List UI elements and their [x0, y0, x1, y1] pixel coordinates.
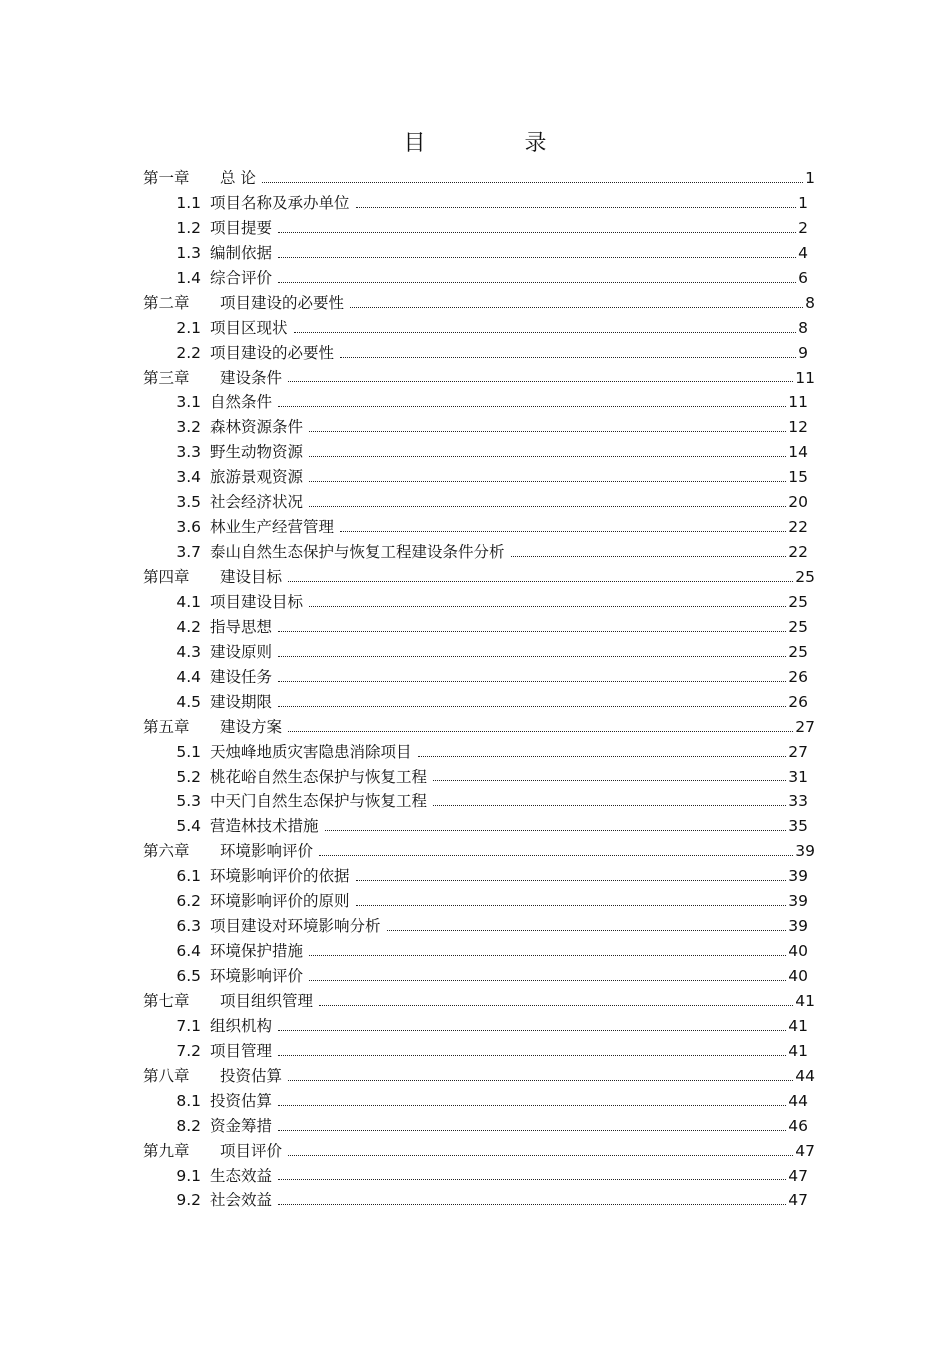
toc-section-number: 5.2	[176, 767, 201, 786]
toc-section-entry[interactable]	[143, 191, 815, 216]
toc-entry-title: 项目管理	[210, 1041, 273, 1060]
toc-entry-title: 组织机构	[210, 1016, 273, 1035]
toc-chapter-number: 第七章	[143, 991, 190, 1010]
toc-entry-title: 项目评价	[220, 1141, 283, 1160]
toc-entry-title: 营造林技术措施	[210, 817, 319, 836]
toc-chapter-number: 第二章	[143, 293, 190, 312]
toc-entry-title: 环境影响评价	[220, 842, 314, 861]
toc-page-number: 26	[788, 692, 808, 711]
toc-section-entry[interactable]	[143, 964, 815, 989]
toc-section-number: 5.1	[176, 742, 201, 761]
toc-section-number: 3.4	[176, 468, 201, 487]
toc-dot-leader	[278, 257, 796, 258]
toc-page-number: 12	[788, 418, 808, 437]
toc-dot-leader	[294, 332, 797, 333]
toc-page-number: 2	[798, 218, 808, 237]
toc-section-number: 1.4	[176, 268, 201, 287]
toc-section-number: 4.1	[176, 592, 201, 611]
toc-page-number: 14	[788, 443, 808, 462]
toc-dot-leader	[356, 880, 787, 881]
toc-page-number: 27	[795, 717, 815, 736]
toc-page-number: 8	[805, 293, 815, 312]
toc-section-number: 4.2	[176, 617, 201, 636]
toc-dot-leader	[278, 706, 786, 707]
toc-section-entry[interactable]	[143, 415, 815, 440]
toc-section-number: 4.3	[176, 642, 201, 661]
toc-entry-title: 项目建设目标	[210, 592, 304, 611]
toc-dot-leader	[356, 905, 787, 906]
toc-section-entry[interactable]	[143, 1014, 815, 1039]
toc-page-number: 9	[798, 343, 808, 362]
toc-entry-title: 林业生产经营管理	[210, 518, 335, 537]
toc-section-number: 6.4	[176, 942, 201, 961]
toc-dot-leader	[288, 1155, 793, 1156]
toc-chapter-number: 第一章	[143, 169, 190, 187]
toc-entry-title: 环境影响评价	[210, 967, 304, 985]
toc-page-number: 40	[788, 942, 808, 961]
toc-section-entry[interactable]	[143, 1164, 815, 1189]
toc-dot-leader	[288, 731, 793, 732]
toc-section-entry[interactable]	[143, 1114, 815, 1139]
toc-entry-title: 中天门自然生态保护与恢复工程	[210, 792, 428, 811]
toc-chapter-entry[interactable]	[143, 366, 815, 391]
toc-dot-leader	[278, 1055, 786, 1056]
toc-dot-leader	[319, 1005, 793, 1006]
toc-page-number: 22	[788, 518, 808, 537]
toc-dot-leader	[309, 955, 786, 956]
toc-entry-title: 社会效益	[210, 1191, 273, 1210]
toc-section-entry[interactable]	[143, 266, 815, 291]
toc-page-number: 25	[788, 592, 808, 611]
toc-section-number: 3.6	[176, 518, 201, 537]
toc-dot-leader	[278, 282, 796, 283]
toc-section-entry[interactable]	[143, 690, 815, 715]
toc-chapter-entry[interactable]	[143, 839, 815, 864]
toc-dot-leader	[278, 232, 796, 233]
toc-page-number: 31	[788, 767, 808, 786]
toc-section-number: 7.1	[176, 1016, 201, 1035]
toc-section-number: 3.7	[176, 543, 201, 562]
toc-section-number: 1.2	[176, 218, 201, 237]
toc-chapter-entry[interactable]	[143, 989, 815, 1014]
toc-page-number: 41	[788, 1041, 808, 1060]
toc-section-number: 7.2	[176, 1041, 201, 1060]
toc-section-number: 1.3	[176, 243, 201, 262]
toc-section-entry[interactable]	[143, 216, 815, 241]
toc-page-number: 27	[788, 742, 808, 761]
toc-dot-leader	[309, 456, 786, 457]
toc-section-number: 8.2	[176, 1116, 201, 1135]
toc-section-entry[interactable]	[143, 864, 815, 889]
toc-dot-leader	[309, 506, 786, 507]
toc-chapter-entry[interactable]	[143, 1139, 815, 1164]
toc-dot-leader	[262, 182, 803, 183]
toc-page-number: 25	[788, 617, 808, 636]
toc-dot-leader	[278, 631, 786, 632]
toc-section-number: 1.1	[176, 193, 201, 212]
toc-page-number: 39	[788, 917, 808, 936]
toc-dot-leader	[278, 681, 786, 682]
toc-section-entry[interactable]	[143, 665, 815, 690]
toc-section-entry[interactable]	[143, 914, 815, 939]
toc-section-number: 6.3	[176, 917, 201, 936]
toc-page-number: 6	[798, 268, 808, 287]
toc-dot-leader	[278, 656, 786, 657]
toc-page-number: 41	[795, 991, 815, 1010]
toc-section-number: 2.1	[176, 318, 201, 337]
toc-page-number: 35	[788, 817, 808, 836]
toc-page-number: 44	[788, 1091, 808, 1110]
toc-page-number: 39	[788, 892, 808, 911]
toc-section-number: 4.5	[176, 692, 201, 711]
toc-entry-title: 项目区现状	[210, 318, 288, 337]
toc-section-number: 4.4	[176, 667, 201, 686]
toc-dot-leader	[278, 1130, 786, 1131]
toc-section-number: 5.4	[176, 817, 201, 836]
toc-page-number: 11	[788, 393, 808, 412]
toc-entry-title: 建设方案	[220, 717, 283, 736]
toc-dot-leader	[350, 307, 803, 308]
toc-dot-leader	[278, 1204, 786, 1205]
toc-page-number: 47	[788, 1191, 808, 1210]
toc-dot-leader	[288, 581, 793, 582]
toc-section-entry[interactable]	[143, 939, 815, 964]
toc-chapter-number: 第四章	[143, 568, 190, 586]
toc-dot-leader	[309, 481, 786, 482]
toc-dot-leader	[356, 207, 797, 208]
toc-chapter-entry[interactable]	[143, 565, 815, 590]
toc-chapter-number: 第五章	[143, 717, 190, 736]
toc-section-entry[interactable]	[143, 740, 815, 765]
toc-section-entry[interactable]	[143, 590, 815, 615]
toc-dot-leader	[387, 930, 787, 931]
toc-entry-title: 自然条件	[210, 393, 273, 412]
toc-section-entry[interactable]	[143, 341, 815, 366]
toc-page-number: 11	[795, 368, 815, 387]
toc-entry-title: 建设目标	[220, 568, 283, 586]
toc-section-number: 3.2	[176, 418, 201, 437]
toc-page-number: 39	[795, 842, 815, 861]
toc-entry-title: 项目名称及承办单位	[210, 193, 350, 212]
toc-dot-leader	[309, 431, 786, 432]
toc-page-number: 1	[798, 193, 808, 212]
toc-section-entry[interactable]	[143, 465, 815, 490]
toc-dot-leader	[433, 805, 786, 806]
toc-page-number: 20	[788, 493, 808, 512]
toc-chapter-entry[interactable]	[143, 291, 815, 316]
toc-entry-title: 指导思想	[210, 617, 273, 636]
toc-dot-leader	[319, 855, 793, 856]
toc-dot-leader	[433, 780, 786, 781]
toc-entry-title: 环境影响评价的原则	[210, 892, 350, 911]
toc-dot-leader	[278, 1030, 786, 1031]
toc-entry-title: 森林资源条件	[210, 418, 304, 437]
toc-section-entry[interactable]	[143, 640, 815, 665]
toc-section-number: 6.1	[176, 867, 201, 886]
toc-dot-leader	[511, 556, 787, 557]
toc-entry-title: 旅游景观资源	[210, 468, 304, 487]
toc-section-number: 3.3	[176, 443, 201, 462]
toc-section-number: 9.2	[176, 1191, 201, 1210]
toc-dot-leader	[340, 357, 796, 358]
toc-entry-title: 桃花峪自然生态保护与恢复工程	[210, 767, 428, 786]
toc-dot-leader	[418, 756, 787, 757]
toc-entry-title: 建设原则	[210, 642, 273, 661]
toc-entry-title: 社会经济状况	[210, 493, 304, 512]
toc-entry-title: 天烛峰地质灾害隐患消除项目	[210, 742, 412, 761]
toc-dot-leader	[309, 606, 786, 607]
toc-section-number: 6.5	[176, 967, 201, 985]
toc-section-number: 2.2	[176, 343, 201, 362]
toc-page-number: 15	[788, 468, 808, 487]
toc-chapter-entry[interactable]	[143, 1064, 815, 1089]
toc-page-number: 22	[788, 543, 808, 562]
toc-section-number: 9.1	[176, 1166, 201, 1185]
toc-page-number: 44	[795, 1066, 815, 1085]
toc-section-entry[interactable]	[143, 540, 815, 565]
toc-chapter-number: 第八章	[143, 1066, 190, 1085]
toc-dot-leader	[278, 1105, 786, 1106]
toc-section-entry[interactable]	[143, 615, 815, 640]
toc-entry-title: 资金筹措	[210, 1116, 273, 1135]
toc-dot-leader	[288, 1080, 793, 1081]
toc-entry-title: 建设期限	[210, 692, 273, 711]
toc-entry-title: 投资估算	[210, 1091, 273, 1110]
toc-dot-leader	[325, 830, 787, 831]
toc-section-number: 6.2	[176, 892, 201, 911]
toc-section-entry[interactable]	[143, 241, 815, 266]
toc-entry-title: 项目组织管理	[220, 991, 314, 1010]
toc-entry-title: 生态效益	[210, 1166, 273, 1185]
toc-dot-leader	[278, 406, 786, 407]
toc-page-number: 25	[788, 642, 808, 661]
toc-section-number: 8.1	[176, 1091, 201, 1110]
table-of-contents	[143, 166, 815, 1213]
toc-section-number: 3.1	[176, 393, 201, 412]
toc-chapter-number: 第三章	[143, 368, 190, 387]
toc-page-number: 1	[805, 169, 815, 187]
toc-page-number: 39	[788, 867, 808, 886]
toc-section-number: 3.5	[176, 493, 201, 512]
toc-section-entry[interactable]	[143, 814, 815, 839]
toc-entry-title: 综合评价	[210, 268, 273, 287]
toc-chapter-entry[interactable]	[143, 715, 815, 740]
toc-chapter-entry[interactable]	[143, 166, 815, 191]
toc-entry-title: 投资估算	[220, 1066, 283, 1085]
toc-page-number: 8	[798, 318, 808, 337]
toc-section-entry[interactable]	[143, 1039, 815, 1064]
toc-page-number: 41	[788, 1016, 808, 1035]
toc-chapter-number: 第六章	[143, 842, 190, 861]
toc-page-number: 46	[788, 1116, 808, 1135]
toc-section-entry[interactable]	[143, 789, 815, 814]
toc-dot-leader	[340, 531, 786, 532]
toc-entry-title: 环境影响评价的依据	[210, 867, 350, 886]
toc-entry-title: 建设任务	[210, 667, 273, 686]
toc-entry-title: 建设条件	[220, 368, 283, 387]
toc-entry-title: 环境保护措施	[210, 942, 304, 961]
toc-section-entry[interactable]	[143, 889, 815, 914]
toc-page-number: 25	[795, 568, 815, 586]
toc-section-entry[interactable]	[143, 440, 815, 465]
toc-section-number: 5.3	[176, 792, 201, 811]
toc-section-entry[interactable]	[143, 1188, 815, 1213]
toc-chapter-number: 第九章	[143, 1141, 190, 1160]
toc-section-entry[interactable]	[143, 390, 815, 415]
toc-page-number: 40	[788, 967, 808, 985]
toc-page-number: 4	[798, 243, 808, 262]
toc-section-entry[interactable]	[143, 1089, 815, 1114]
toc-entry-title: 泰山自然生态保护与恢复工程建设条件分析	[210, 543, 505, 562]
toc-entry-title: 总 论	[220, 169, 256, 187]
toc-page-number: 26	[788, 667, 808, 686]
page-title: 目 录	[403, 131, 593, 156]
toc-section-entry[interactable]	[143, 765, 815, 790]
toc-page-number: 47	[795, 1141, 815, 1160]
toc-section-entry[interactable]	[143, 316, 815, 341]
toc-entry-title: 项目建设的必要性	[210, 343, 335, 362]
toc-entry-title: 项目建设的必要性	[220, 293, 345, 312]
toc-page-number: 33	[788, 792, 808, 811]
toc-dot-leader	[278, 1179, 786, 1180]
toc-entry-title: 野生动物资源	[210, 443, 304, 462]
toc-section-entry[interactable]	[143, 490, 815, 515]
toc-dot-leader	[309, 980, 786, 981]
toc-entry-title: 项目提要	[210, 218, 273, 237]
toc-page-number: 47	[788, 1166, 808, 1185]
toc-entry-title: 编制依据	[210, 243, 273, 262]
toc-section-entry[interactable]	[143, 515, 815, 540]
toc-entry-title: 项目建设对环境影响分析	[210, 917, 381, 936]
toc-dot-leader	[288, 381, 793, 382]
